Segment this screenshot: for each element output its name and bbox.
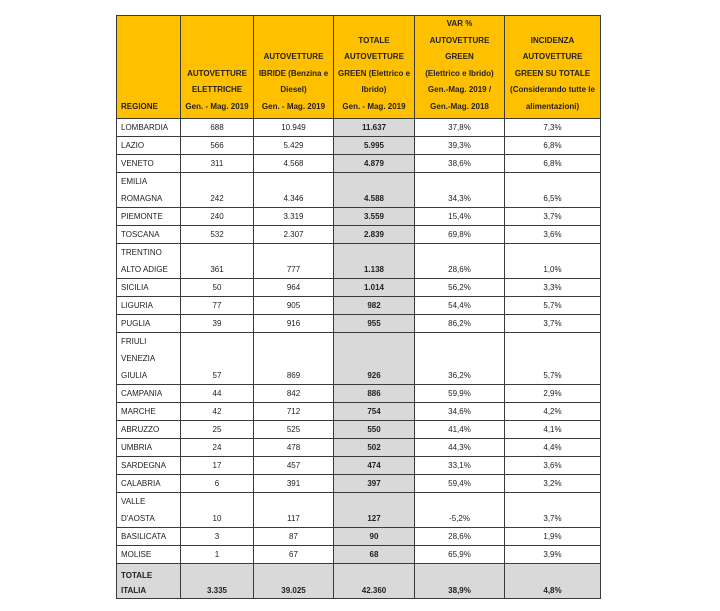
total-green-cell: 2.839 [334, 226, 415, 244]
text-line: (Considerando tutte le [510, 85, 595, 94]
text-line: ROMAGNA [121, 194, 163, 203]
region-cell [117, 244, 181, 279]
text-line: IBRIDE (Benzina e [258, 68, 329, 78]
var-cell: 86,2% [415, 315, 505, 333]
text-line: GREEN [445, 52, 474, 61]
hybrid-cell: 712 [254, 403, 334, 421]
total-green-cell: 397 [334, 475, 415, 493]
text-line: alimentazioni) [525, 101, 580, 111]
text-line: FRIULI [121, 337, 147, 346]
total-green-cell: 926 [334, 333, 415, 385]
text-line: AUTOVETTURE [187, 68, 247, 78]
incidence-cell: 3,7% [505, 315, 601, 333]
hybrid-cell: 2.307 [254, 226, 334, 244]
incidence-cell: 7,3% [505, 119, 601, 137]
electric-cell: 566 [181, 137, 254, 155]
table-row [117, 475, 601, 493]
incidence-cell: 6,5% [505, 173, 601, 208]
text-line: Ibrido) [361, 85, 387, 94]
text-line: AUTOVETTURE [522, 52, 583, 61]
text-line: LOMBARDIA [121, 123, 169, 132]
var-cell: 69,8% [415, 226, 505, 244]
total-var: 38,9% [415, 564, 505, 599]
region-cell [117, 208, 181, 226]
header-incidence [505, 16, 601, 119]
hybrid-cell: 964 [254, 279, 334, 297]
text-line: SICILIA [121, 283, 149, 292]
region-cell [117, 475, 181, 493]
table-row [117, 403, 601, 421]
hybrid-cell: 391 [254, 475, 334, 493]
hybrid-cell: 87 [254, 528, 334, 546]
text-line: INCIDENZA [530, 35, 575, 45]
region-cell [117, 528, 181, 546]
var-cell: 28,6% [415, 528, 505, 546]
header-hybrid [254, 16, 334, 119]
text-line: MARCHE [121, 407, 156, 416]
electric-cell: 25 [181, 421, 254, 439]
text-line: AUTOVETTURE [263, 52, 324, 61]
total-green: 42.360 [334, 564, 415, 599]
text-line: VENEZIA [121, 354, 156, 363]
var-cell: 41,4% [415, 421, 505, 439]
text-line: TOTALE [358, 35, 390, 45]
table-row [117, 119, 601, 137]
total-green-cell: 127 [334, 493, 415, 528]
text-line: Diesel) [280, 85, 307, 94]
incidence-cell: 3,2% [505, 475, 601, 493]
text-line: TRENTINO [121, 248, 162, 257]
text-line: VENETO [121, 159, 154, 168]
table-row [117, 244, 601, 279]
electric-cell: 1 [181, 546, 254, 564]
total-green-cell: 474 [334, 457, 415, 475]
incidence-cell: 4,4% [505, 439, 601, 457]
total-green-cell: 4.588 [334, 173, 415, 208]
region-cell [117, 297, 181, 315]
region-cell [117, 279, 181, 297]
electric-cell: 42 [181, 403, 254, 421]
text-line: Gen. - Mag. 2019 [261, 101, 326, 111]
text-line: GREEN SU TOTALE [514, 68, 591, 78]
var-cell: 34,3% [415, 173, 505, 208]
text-line: UMBRIA [121, 443, 153, 452]
total-row [117, 564, 601, 599]
var-cell: 33,1% [415, 457, 505, 475]
var-cell: 34,6% [415, 403, 505, 421]
region-cell [117, 137, 181, 155]
header-total-green [334, 16, 415, 119]
hybrid-cell: 4.568 [254, 155, 334, 173]
electric-cell: 77 [181, 297, 254, 315]
total-green-cell: 1.138 [334, 244, 415, 279]
table-row [117, 546, 601, 564]
total-green-cell: 550 [334, 421, 415, 439]
electric-cell: 242 [181, 173, 254, 208]
table-row [117, 297, 601, 315]
regional-green-cars-table [116, 15, 601, 599]
electric-cell: 17 [181, 457, 254, 475]
electric-cell: 50 [181, 279, 254, 297]
text-line: Gen. - Mag. 2019 [185, 101, 249, 111]
electric-cell: 24 [181, 439, 254, 457]
total-electric: 3.335 [181, 564, 254, 599]
incidence-cell: 3,7% [505, 493, 601, 528]
electric-cell: 688 [181, 119, 254, 137]
electric-cell: 44 [181, 385, 254, 403]
text-line: ALTO ADIGE [121, 265, 168, 274]
text-line: GIULIA [121, 371, 148, 380]
electric-cell: 10 [181, 493, 254, 528]
incidence-cell: 6,8% [505, 155, 601, 173]
text-line: VALLE [121, 497, 146, 506]
hybrid-cell: 457 [254, 457, 334, 475]
var-cell: 36,2% [415, 333, 505, 385]
total-green-cell: 886 [334, 385, 415, 403]
table-row [117, 173, 601, 208]
region-cell [117, 333, 181, 385]
incidence-cell: 1,9% [505, 528, 601, 546]
electric-cell: 6 [181, 475, 254, 493]
region-cell [117, 493, 181, 528]
incidence-cell: 4,1% [505, 421, 601, 439]
hybrid-cell: 3.319 [254, 208, 334, 226]
incidence-cell: 3,7% [505, 208, 601, 226]
table-row [117, 421, 601, 439]
region-cell [117, 421, 181, 439]
table-row [117, 333, 601, 385]
incidence-cell: 3,6% [505, 226, 601, 244]
table-body [117, 119, 601, 564]
text-line: MOLISE [121, 550, 152, 559]
hybrid-cell: 916 [254, 315, 334, 333]
text-line: LIGURIA [121, 301, 154, 310]
incidence-cell: 4,2% [505, 403, 601, 421]
var-cell: 37,8% [415, 119, 505, 137]
text-line: LAZIO [121, 141, 145, 150]
table-row [117, 315, 601, 333]
text-line: PIEMONTE [121, 212, 163, 221]
var-cell: 56,2% [415, 279, 505, 297]
text-line: D'AOSTA [121, 514, 155, 523]
incidence-cell: 5,7% [505, 333, 601, 385]
electric-cell: 3 [181, 528, 254, 546]
table-row [117, 279, 601, 297]
var-cell: 44,3% [415, 439, 505, 457]
total-green-cell: 502 [334, 439, 415, 457]
text-line: CALABRIA [121, 479, 161, 488]
total-green-cell: 68 [334, 546, 415, 564]
total-hybrid: 39.025 [254, 564, 334, 599]
table-row [117, 457, 601, 475]
table-row [117, 493, 601, 528]
region-cell [117, 546, 181, 564]
region-cell [117, 155, 181, 173]
header-regione: REGIONE [117, 16, 181, 119]
text-line: ELETTRICHE [191, 85, 243, 94]
var-cell: 59,4% [415, 475, 505, 493]
electric-cell: 311 [181, 155, 254, 173]
text-line: TOSCANA [121, 230, 160, 239]
table-row [117, 528, 601, 546]
electric-cell: 361 [181, 244, 254, 279]
hybrid-cell: 67 [254, 546, 334, 564]
text-line: TOTALE [121, 571, 153, 580]
total-green-cell: 3.559 [334, 208, 415, 226]
region-cell [117, 226, 181, 244]
incidence-cell: 2,9% [505, 385, 601, 403]
text-line: Gen. - Mag. 2019 [342, 101, 406, 111]
total-green-cell: 955 [334, 315, 415, 333]
total-label [117, 564, 181, 599]
region-cell [117, 457, 181, 475]
table-row [117, 155, 601, 173]
region-cell [117, 385, 181, 403]
total-green-cell: 90 [334, 528, 415, 546]
region-cell [117, 315, 181, 333]
incidence-cell: 3,3% [505, 279, 601, 297]
region-cell [117, 403, 181, 421]
region-cell [117, 119, 181, 137]
table-row [117, 385, 601, 403]
text-line: BASILICATA [121, 532, 167, 541]
var-cell: 65,9% [415, 546, 505, 564]
var-cell: 59,9% [415, 385, 505, 403]
incidence-cell: 3,9% [505, 546, 601, 564]
hybrid-cell: 117 [254, 493, 334, 528]
text-line: AUTOVETTURE [429, 35, 490, 45]
hybrid-cell: 10.949 [254, 119, 334, 137]
total-green-cell: 11.637 [334, 119, 415, 137]
electric-cell: 57 [181, 333, 254, 385]
total-green-cell: 1.014 [334, 279, 415, 297]
table-row [117, 208, 601, 226]
var-cell: 28,6% [415, 244, 505, 279]
region-cell [117, 439, 181, 457]
total-green-cell: 4.879 [334, 155, 415, 173]
text-line: SARDEGNA [121, 461, 166, 470]
incidence-cell: 6,8% [505, 137, 601, 155]
header-var-percent [415, 16, 505, 119]
total-green-cell: 982 [334, 297, 415, 315]
electric-cell: 39 [181, 315, 254, 333]
hybrid-cell: 842 [254, 385, 334, 403]
hybrid-cell: 5.429 [254, 137, 334, 155]
total-green-cell: 754 [334, 403, 415, 421]
text-line: EMILIA [121, 177, 148, 186]
text-line: (Elettrico e Ibrido) [425, 68, 494, 78]
text-line: CAMPANIA [121, 389, 163, 398]
text-line: PUGLIA [121, 319, 151, 328]
electric-cell: 532 [181, 226, 254, 244]
header-row [117, 16, 601, 119]
text-line: ABRUZZO [121, 425, 160, 434]
text-line: ITALIA [121, 586, 147, 595]
electric-cell: 240 [181, 208, 254, 226]
table-row [117, 439, 601, 457]
hybrid-cell: 777 [254, 244, 334, 279]
region-cell [117, 173, 181, 208]
text-line: Gen.-Mag. 2018 [430, 101, 489, 111]
table-row [117, 226, 601, 244]
var-cell: 38,6% [415, 155, 505, 173]
hybrid-cell: 4.346 [254, 173, 334, 208]
text-line: VAR % [446, 19, 473, 28]
incidence-cell: 3,6% [505, 457, 601, 475]
var-cell: 39,3% [415, 137, 505, 155]
incidence-cell: 5,7% [505, 297, 601, 315]
text-line: Gen.-Mag. 2019 / [427, 85, 492, 94]
header-electric [181, 16, 254, 119]
total-green-cell: 5.995 [334, 137, 415, 155]
table-row [117, 137, 601, 155]
total-incidence: 4,8% [505, 564, 601, 599]
hybrid-cell: 905 [254, 297, 334, 315]
hybrid-cell: 525 [254, 421, 334, 439]
var-cell: -5,2% [415, 493, 505, 528]
var-cell: 15,4% [415, 208, 505, 226]
var-cell: 54,4% [415, 297, 505, 315]
incidence-cell: 1,0% [505, 244, 601, 279]
hybrid-cell: 478 [254, 439, 334, 457]
hybrid-cell: 869 [254, 333, 334, 385]
text-line: GREEN (Elettrico e [338, 68, 411, 78]
text-line: AUTOVETTURE [344, 52, 404, 61]
